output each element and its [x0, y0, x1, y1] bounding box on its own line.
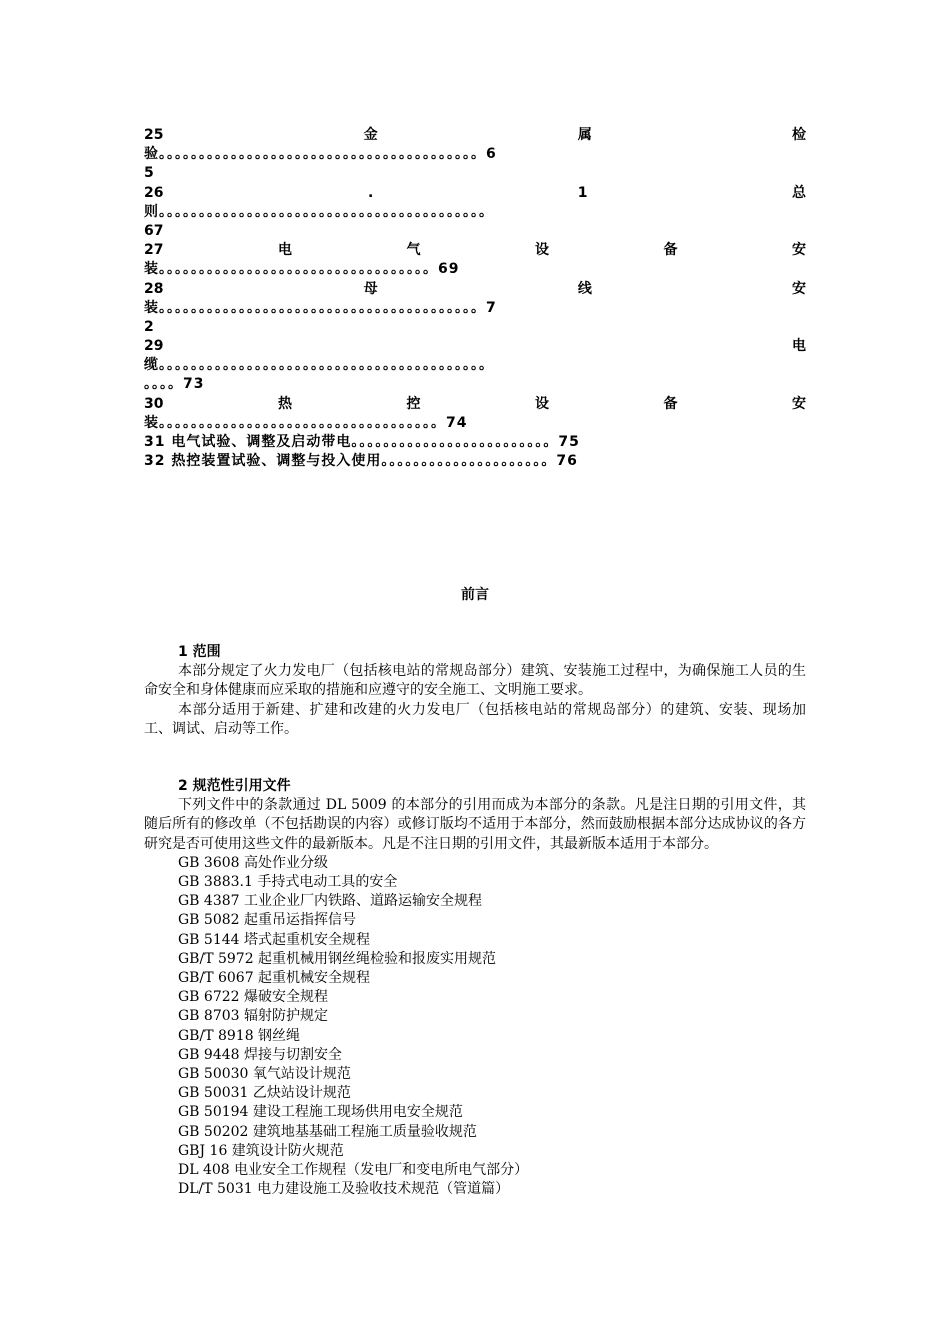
- toc-char: 电: [792, 338, 806, 355]
- reference-item: GB 3608 高处作业分级: [178, 854, 329, 871]
- reference-item: GB/T 8918 钢丝绳: [178, 1027, 301, 1044]
- toc-number: 25: [144, 127, 164, 143]
- toc-number: 28: [144, 280, 164, 297]
- toc-number: 30: [144, 395, 164, 412]
- toc-entry-29-line3: 。。。。73: [144, 376, 205, 393]
- toc-char: 安: [791, 242, 806, 259]
- toc-entry-25-line3: 5: [144, 165, 154, 182]
- reference-item: GB/T 5972 起重机械用钢丝绳检验和报废实用规范: [178, 950, 497, 967]
- toc-char: 安: [792, 280, 806, 297]
- toc-char: 备: [663, 395, 678, 412]
- reference-item: GB 6722 爆破安全规程: [178, 989, 329, 1006]
- toc-entry-29-line2: 缆。。。。。。。。。。。。。。。。。。。。。。。。。。。。。。。。。。。。。。。。。: [144, 357, 494, 374]
- preface-title: 前言: [461, 587, 489, 603]
- toc-entry-26-line2: 则。。。。。。。。。。。。。。。。。。。。。。。。。。。。。。。。。。。。。。。。。: [144, 203, 494, 220]
- paragraph: 下列文件中的条款通过 DL 5009 的本部分的引用而成为本部分的条款。凡是注日期的引用文件，其随后所有的修改单（不包括勘误的内容）或修订版均不适用于本部分，然而鼓励根据本部分达成协议的各方研究是否可使用这些文件的最新版本。凡是不注日期的引用文件，其最新版本适用于本部分。: [144, 797, 806, 852]
- reference-item: GB 8703 辐射防护规定: [178, 1008, 329, 1025]
- section-title: 1 范围: [178, 644, 221, 660]
- reference-item: GB/T 6067 起重机械安全规程: [178, 970, 371, 987]
- toc-char: 母: [363, 280, 378, 297]
- toc-number: 27: [144, 242, 164, 259]
- reference-item: GB 9448 焊接与切割安全: [178, 1046, 343, 1063]
- toc-char: 总: [791, 184, 806, 201]
- section-normative-references: [144, 777, 806, 1199]
- toc-char: 属: [577, 127, 592, 143]
- section-title: 2 规范性引用文件: [178, 778, 291, 794]
- toc-entry-28-line3: 2: [144, 318, 154, 335]
- paragraph: 本部分规定了火力发电厂（包括核电站的常规岛部分）建筑、安装施工过程中，为确保施工人员的生命安全和身体健康而应采取的措施和应遵守的安全施工、文明施工要求。: [144, 663, 806, 699]
- toc-entry-26-line3: 67: [144, 222, 164, 239]
- toc-char: 电: [277, 242, 292, 259]
- reference-item: GB 50030 氧气站设计规范: [178, 1066, 351, 1083]
- toc-entry-30-line2: 装。。。。。。。。。。。。。。。。。。。。。。。。。。。。。。。。。。。74: [144, 414, 468, 431]
- toc-entry-27-line1[interactable]: [144, 241, 806, 260]
- toc-char: 设: [534, 242, 549, 259]
- reference-list: [144, 854, 806, 1200]
- reference-item: DL/T 5031 电力建设施工及验收技术规范（管道篇）: [178, 1181, 510, 1198]
- toc-number: 29: [144, 338, 164, 355]
- toc-entry-31[interactable]: 31 电气试验、调整及启动带电。。。。。。。。。。。。。。。。。。。。。。。。。75: [144, 434, 580, 450]
- toc-char: 金: [363, 127, 378, 143]
- table-of-contents: [144, 126, 806, 471]
- toc-char: 备: [663, 242, 678, 259]
- toc-char: 热: [277, 395, 292, 412]
- reference-item: GB 5144 塔式起重机安全规程: [178, 931, 371, 948]
- toc-entry-30-line1[interactable]: [144, 395, 806, 414]
- section-scope: [144, 643, 806, 739]
- toc-char: .: [367, 184, 374, 201]
- reference-item: GB 4387 工业企业厂内铁路、道路运输安全规程: [178, 893, 482, 910]
- reference-item: GB 50031 乙炔站设计规范: [178, 1085, 351, 1102]
- reference-item: GBJ 16 建筑设计防火规范: [178, 1142, 344, 1159]
- toc-char: 设: [534, 395, 549, 412]
- toc-entry-28-line2: 装。。。。。。。。。。。。。。。。。。。。。。。。。。。。。。。。。。。。。。。。7: [144, 299, 497, 316]
- toc-char: 1: [577, 184, 588, 201]
- toc-entry-26-line1[interactable]: [144, 184, 806, 203]
- toc-entry-28-line1[interactable]: [144, 280, 806, 299]
- toc-entry-32[interactable]: 32 热控装置试验、调整与投入使用。。。。。。。。。。。。。。。。。。。。。76: [144, 453, 578, 470]
- reference-item: GB 50202 建筑地基基础工程施工质量验收规范: [178, 1123, 477, 1140]
- reference-item: DL 408 电业安全工作规程（发电厂和变电所电气部分）: [178, 1162, 529, 1179]
- reference-item: GB 50194 建设工程施工现场供用电安全规范: [178, 1104, 463, 1121]
- reference-item: GB 3883.1 手持式电动工具的安全: [178, 874, 398, 891]
- toc-char: 气: [406, 242, 421, 259]
- toc-char: 线: [577, 280, 592, 297]
- toc-entry-27-line2: 装。。。。。。。。。。。。。。。。。。。。。。。。。。。。。。。。。。69: [144, 261, 460, 278]
- toc-number: 26: [144, 184, 164, 201]
- toc-char: 安: [791, 395, 806, 412]
- toc-entry-29-line1[interactable]: [144, 337, 806, 356]
- paragraph: 本部分适用于新建、扩建和改建的火力发电厂（包括核电站的常规岛部分）的建筑、安装、现场加工、调试、启动等工作。: [144, 701, 806, 737]
- toc-entry-25-line2: 验。。。。。。。。。。。。。。。。。。。。。。。。。。。。。。。。。。。。。。。。6: [144, 146, 497, 163]
- toc-char: 控: [406, 395, 421, 412]
- toc-entry-25-line1[interactable]: [144, 126, 806, 145]
- reference-item: GB 5082 起重吊运指挥信号: [178, 912, 357, 929]
- toc-char: 检: [792, 127, 806, 143]
